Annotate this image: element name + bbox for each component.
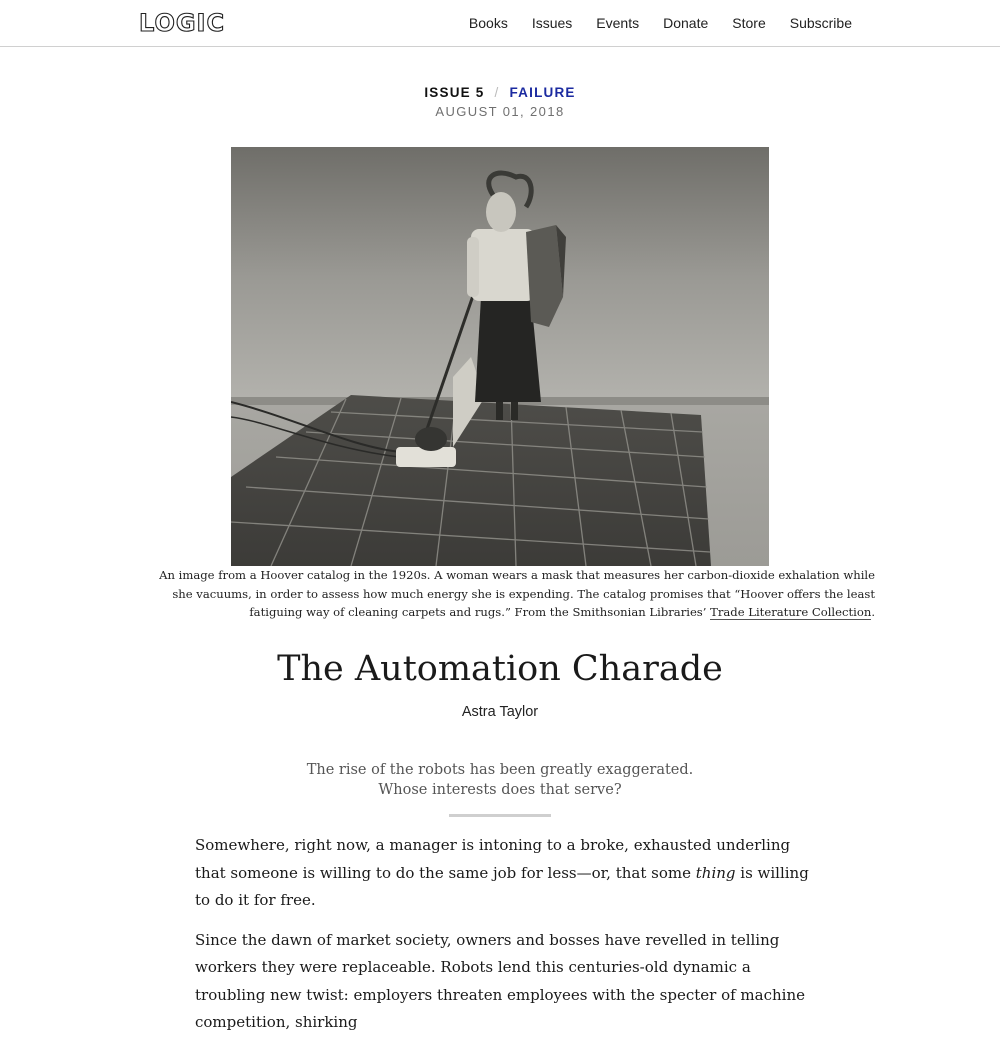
article-hero-image [231, 147, 769, 566]
nav-item-events[interactable]: Events [596, 15, 640, 31]
caption-end: . [871, 605, 875, 620]
p1-text-a: Somewhere, right now, a manager is intoning to a broke, exhausted underling that someone is willing to do the same job for less—or, that some [195, 836, 791, 882]
nav-item-store[interactable]: Store [732, 15, 766, 31]
issue-date: AUGUST 01, 2018 [435, 104, 565, 119]
article-author[interactable]: Astra Taylor [461, 704, 539, 720]
nav-item-books[interactable]: Books [468, 15, 508, 31]
issue-separator: / [494, 85, 500, 100]
body-paragraph-2: Since the dawn of market society, owners and bosses have revelled in telling workers they were replaceable. Robots lend this centuries-old dynamic a troubling new twist: employers threaten employees with the specter of machine competition, shirking [195, 930, 805, 1031]
dek-divider [449, 814, 551, 817]
site-header [0, 0, 1000, 47]
issue-number: ISSUE 5 [424, 85, 485, 100]
article-title: The Automation Charade [277, 649, 723, 689]
article-body [195, 832, 815, 1049]
nav-item-donate[interactable]: Donate [663, 15, 709, 31]
vintage-photo-icon [231, 147, 769, 566]
nav-item-issues[interactable]: Issues [531, 15, 573, 31]
issue-line [0, 84, 1000, 102]
main-nav [445, 13, 852, 33]
issue-theme-link[interactable]: FAILURE [509, 85, 576, 100]
article-dek: The rise of the robots has been greatly exaggerated. Whose interests does that serve? [306, 762, 694, 798]
p1-text-b: is willing to do it for free. [195, 863, 809, 909]
trade-literature-link[interactable]: Trade Literature Collection [710, 605, 872, 620]
figure-caption [140, 566, 875, 622]
caption-text: An image from a Hoover catalog in the 1920s. A woman wears a mask that measures her carbon-dioxide exhalation while she vacuums, in order to assess how much energy she is expending. The catalog promises that “Hoover offers the least fatiguing way of cleaning carpets and rugs.” From the Smithsonian Libraries’ [159, 568, 875, 620]
p1-emphasis: thing [695, 863, 736, 882]
logic-logo[interactable]: LOGIC [139, 9, 226, 37]
issue-meta [0, 84, 1000, 121]
nav-item-subscribe[interactable]: Subscribe [789, 15, 852, 31]
body-paragraph-1 [195, 832, 815, 915]
